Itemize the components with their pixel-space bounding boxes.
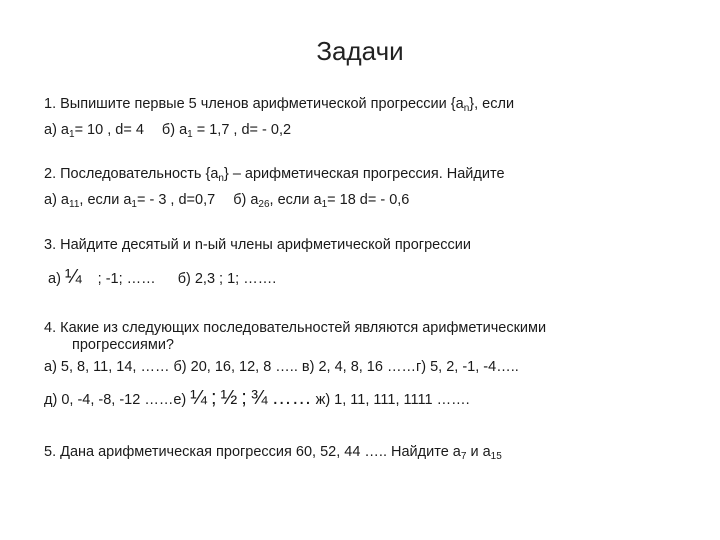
task2-text-end: } – арифметическая прогрессия. Найдите [223,166,505,182]
task4-option-d: д) 0, -4, -8, -12 ……е) [44,392,187,408]
subscript: 7 [460,451,467,462]
fraction-quarter: ¼ [190,387,207,409]
page-title: Задачи [316,36,404,66]
separator: ; [210,387,217,409]
subscript: 1 [187,129,193,140]
subscript: 1 [321,199,328,210]
task1-a-values: = 10 , d= 4 [74,122,144,138]
task2-a-mid: , если a [79,192,132,208]
task1-text: 1. Выпишите первые 5 членов арифметической прогрессии {a [44,96,464,112]
task2-b-mid: , если a [269,192,322,208]
subscript: 26 [258,199,270,210]
task2-conditions [44,191,409,209]
task5-text: 5. Дана арифметическая прогрессия 60, 52, 44 ….. Найдите a [44,444,461,460]
subscript: 11 [69,199,80,210]
task3-a-label: а) [48,271,61,287]
ellipsis: …… [271,387,312,409]
task2-statement [44,165,505,183]
task2-a-label: а) a [44,192,69,208]
task4-text: 4. Какие из следующих последовательностей являются арифметическими [44,320,547,336]
fraction-three-quarters: ¾ [250,387,268,409]
fraction-half: ½ [220,387,238,409]
subscript: 1 [131,199,137,210]
task4-statement [44,319,546,337]
task1-conditions [44,121,291,139]
subscript: 1 [69,129,75,140]
subscript: n [463,103,470,114]
task4-options-2 [44,389,470,409]
task4-options-1 [44,358,519,376]
task2-text: 2. Последовательность {a [44,166,219,182]
separator: ; [241,387,247,409]
task3-sequences [48,268,276,288]
task1-b-label: б) a [161,122,188,138]
task3-b-values: б) 2,3 ; 1; ……. [177,271,277,287]
task4-statement-cont [72,336,174,354]
fraction-quarter: ¼ [64,266,82,288]
subscript: n [218,173,224,184]
task4-option-zh: ж) 1, 11, 111, 1111 ……. [315,392,470,408]
task1-statement [44,95,514,113]
task2-a-values: = - 3 , d=0,7 [136,192,216,208]
task5-statement [44,443,502,461]
task4-options-abcg: а) 5, 8, 11, 14, …… б) 20, 16, 12, 8 ….. в) 2, 4, 8, 16 ……г) 5, 2, -1, -4….. [44,359,519,375]
task1-b-values: = 1,7 , d= - 0,2 [192,122,292,138]
task5-mid: и a [466,444,491,460]
subscript: 15 [490,451,502,462]
task3-statement [44,236,471,254]
task3-a-values: ; -1; …… [97,271,156,287]
task2-b-label: б) a [233,192,259,208]
task4-text-cont: прогрессиями? [72,337,174,353]
task1-text-end: }, если [469,96,515,112]
task1-a-label: а) a [44,122,69,138]
task3-text: 3. Найдите десятый и n-ый члены арифметической прогрессии [44,237,471,253]
task2-b-values: = 18 d= - 0,6 [327,192,410,208]
